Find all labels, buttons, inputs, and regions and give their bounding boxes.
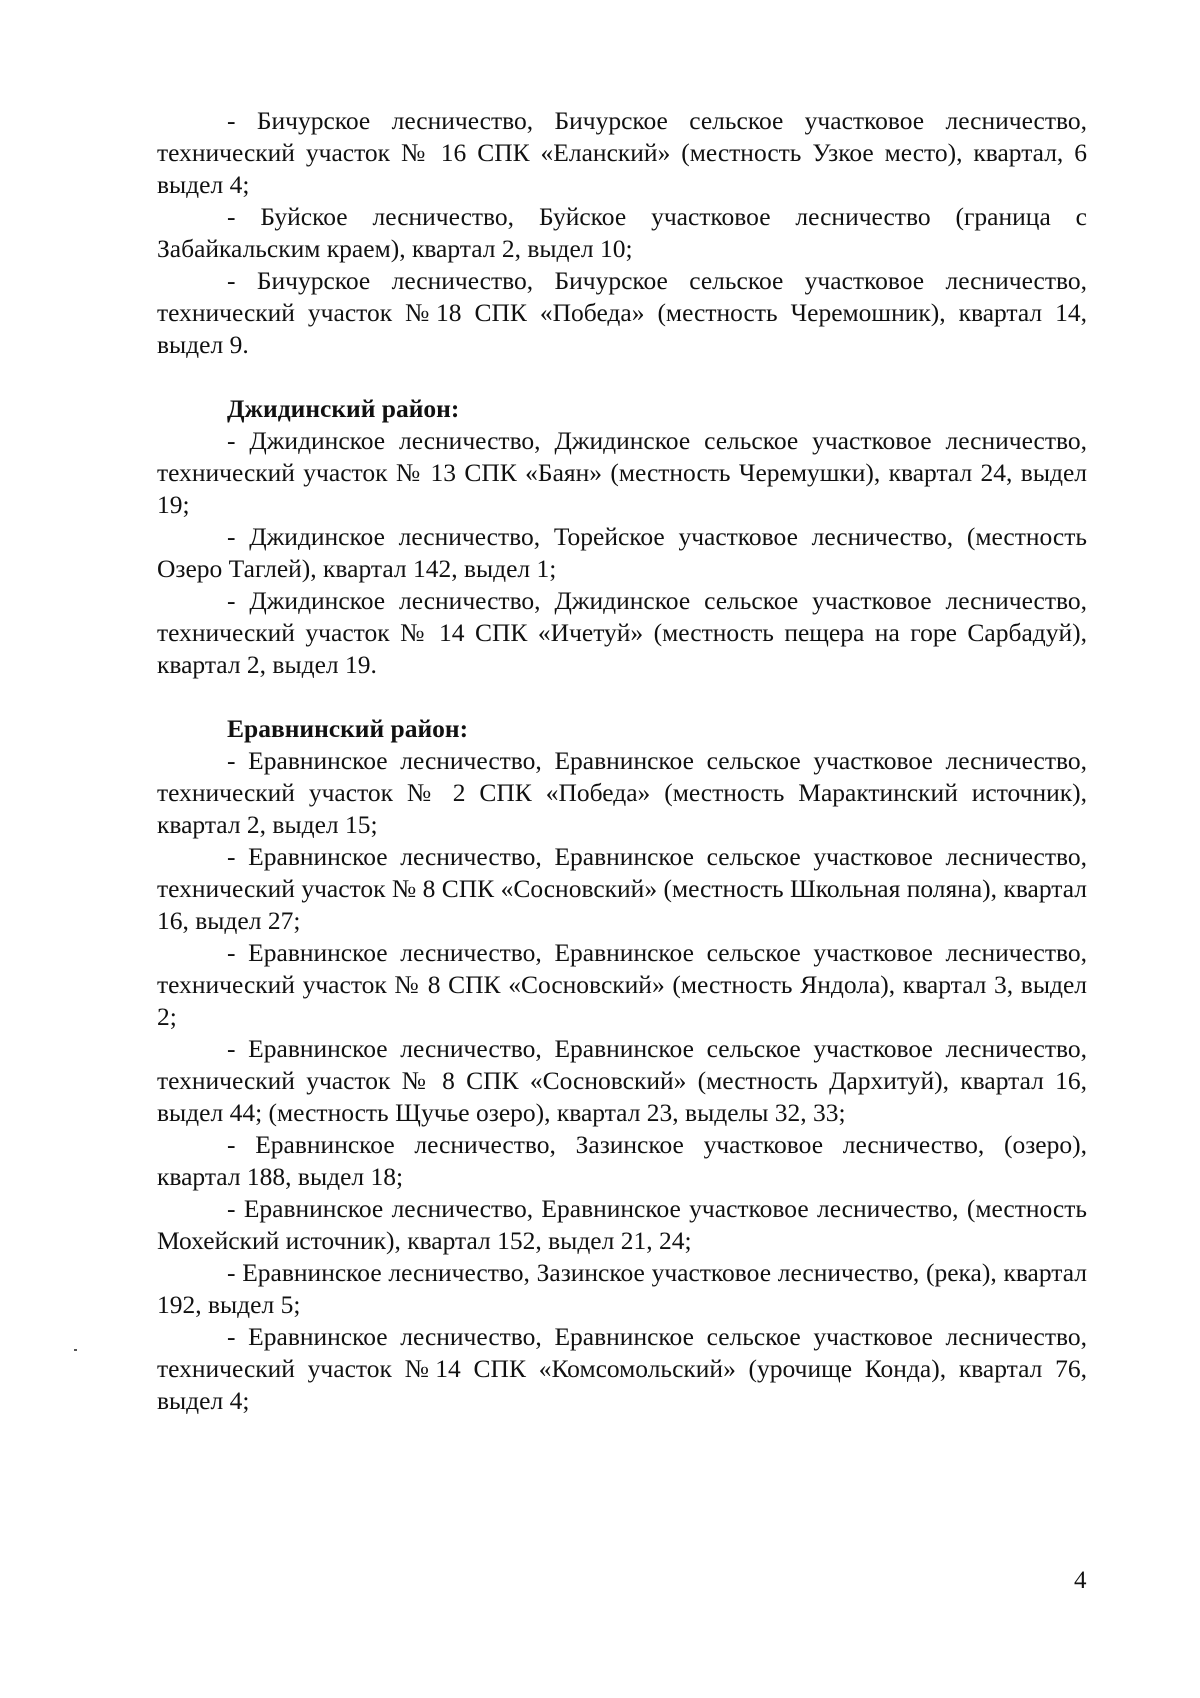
page-number: 4: [1074, 1567, 1087, 1594]
list-item: - Бичурское лесничество, Бичурское сельское участковое лесничество, технический участок №18 СПК «Победа» (местность Черемошник), квартал 14, выдел 9.: [157, 266, 1087, 359]
list-item: - Еравнинское лесничество, Зазинское участковое лесничество, (озеро), квартал 188, выдел 18;: [157, 1130, 1087, 1191]
list-item: - Буйское лесничество, Буйское участковое лесничество (граница с Забайкальским краем), квартал 2, выдел 10;: [157, 202, 1087, 263]
document-body: [157, 105, 1087, 1417]
section-dzhida: [157, 393, 1087, 681]
section-eravna: [157, 713, 1087, 1417]
list-item: - Еравнинское лесничество, Зазинское участковое лесничество, (река), квартал 192, выдел 5;: [157, 1258, 1087, 1319]
list-item: - Джидинское лесничество, Джидинское сельское участковое лесничество, технический участок № 14 СПК «Ичетуй» (местность пещера на горе Сарбадуй), квартал 2, выдел 19.: [157, 586, 1087, 679]
list-item: - Джидинское лесничество, Торейское участковое лесничество, (местность Озеро Таглей), квартал 142, выдел 1;: [157, 522, 1087, 583]
section-bichura-continued: [157, 105, 1087, 361]
section-spacer: [157, 361, 1087, 393]
list-item: - Еравнинское лесничество, Еравнинское сельское участковое лесничество, технический участок № 8 СПК «Сосновский» (местность Дархитуй), квартал 16, выдел 44; (местность Щучье озеро), квартал 23, выделы 32, 33;: [157, 1034, 1087, 1127]
list-item: - Еравнинское лесничество, Еравнинское участковое лесничество, (местность Мохейский источник), квартал 152, выдел 21, 24;: [157, 1194, 1087, 1255]
list-item: - Еравнинское лесничество, Еравнинское сельское участковое лесничество, технический участок №14 СПК «Комсомольский» (урочище Конда), квартал 76, выдел 4;: [157, 1322, 1087, 1415]
list-item: - Бичурское лесничество, Бичурское сельское участковое лесничество, технический участок № 16 СПК «Еланский» (местность Узкое место), квартал, 6 выдел 4;: [157, 106, 1087, 199]
list-item: - Джидинское лесничество, Джидинское сельское участковое лесничество, технический участок № 13 СПК «Баян» (местность Черемушки), квартал 24, выдел 19;: [157, 426, 1087, 519]
section-spacer: [157, 681, 1087, 713]
section-heading: Джидинский район:: [227, 394, 460, 423]
list-item: - Еравнинское лесничество, Еравнинское сельское участковое лесничество, технический участок № 8 СПК «Сосновский» (местность Школьная поляна), квартал 16, выдел 27;: [157, 842, 1087, 935]
list-item: - Еравнинское лесничество, Еравнинское сельское участковое лесничество, технический участок № 8 СПК «Сосновский» (местность Яндола), квартал 3, выдел 2;: [157, 938, 1087, 1031]
scan-speck: [74, 1349, 77, 1351]
list-item: - Еравнинское лесничество, Еравнинское сельское участковое лесничество, технический участок № 2 СПК «Победа» (местность Марактинский источник), квартал 2, выдел 15;: [157, 746, 1087, 839]
section-heading: Еравнинский район:: [227, 714, 469, 743]
